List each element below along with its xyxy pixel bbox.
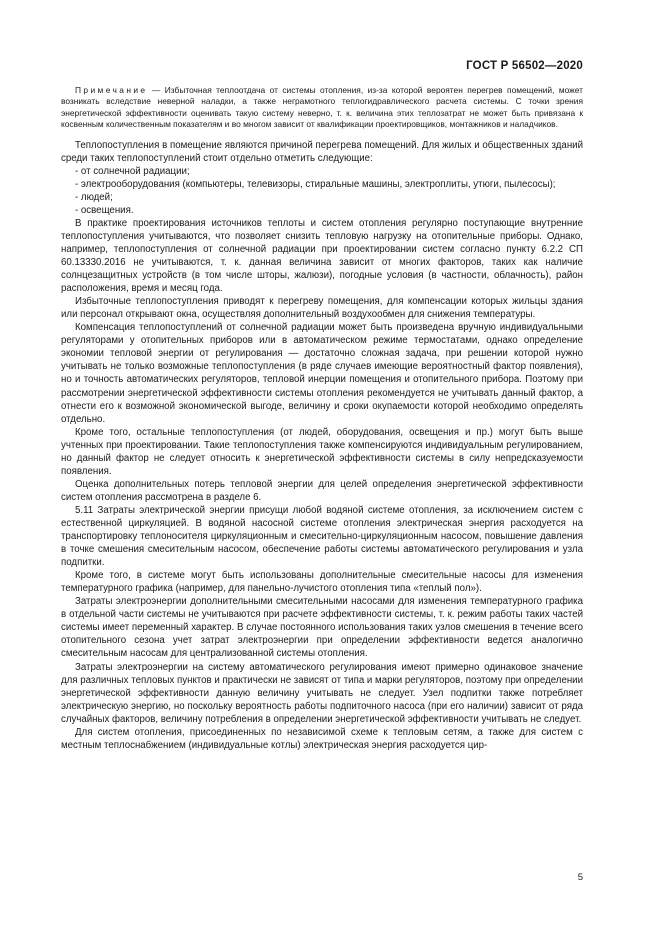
paragraph: Избыточные теплопоступления приводят к перегреву помещения, для компенсации которых жильцы здания или персонал открывают окна, осуществляя дополнительный воздухообмен для снижения температуры. xyxy=(61,296,583,321)
list-item: - людей; xyxy=(75,191,113,203)
body-text xyxy=(61,139,583,752)
note-paragraph xyxy=(61,85,583,131)
paragraph: Теплопоступления в помещение являются причиной перегрева помещений. Для жилых и общественных зданий среди таких теплопоступлений стоит отдельно отметить следующие: xyxy=(61,139,583,164)
list-item: - освещения. xyxy=(75,204,134,216)
page-number: 5 xyxy=(577,872,583,883)
paragraph: Компенсация теплопоступлений от солнечной радиации может быть произведена вручную индивидуальными регуляторами у отопительных приборов или в автоматическом режиме термостатами, однако определение экономии тепловой энергии от регулирования — достаточно сложная задача, при решении которой нужно учитывать не только возможные теплопоступления (в ряде случаев имеющие вероятностный фактор появления), но и точность автоматических регуляторов, тепловой инерции помещения и отопительного прибора. Поэтому при рассмотрении энергетической эффективности системы отопления рекомендуется не учитывать данный фактор, а отнести его к возможной экономической выгоде, величину и сроки окупаемости которой необходимо определять отдельно. xyxy=(61,322,583,425)
note-block xyxy=(61,85,583,131)
page-content xyxy=(61,85,583,752)
paragraph: Затраты электроэнергии дополнительными смесительными насосами для изменения температурного графика в отдельной части системы не учитываются при расчете эффективности системы, т. к. режим работы таких частей системы имеет переменный характер. В случае постоянного использования таких узлов смешения в течение всего отопительного сезона учет затрат электроэнергии при определении эффективности ведется аналогично смесительным насосам для централизованной системы отопления. xyxy=(61,596,583,660)
document-id: ГОСТ Р 56502—2020 xyxy=(466,60,583,72)
list-item: - от солнечной радиации; xyxy=(75,165,190,177)
paragraph: Кроме того, остальные теплопоступления (от людей, оборудования, освещения и пр.) могут быть выше учтенных при проектировании. Такие теплопоступления также компенсируются индивидуальным регулированием, но данный фактор не следует относить к энергетической эффективности системы в силу непредсказуемости появления. xyxy=(61,426,583,477)
note-label: Примечание xyxy=(75,85,148,95)
paragraph: 5.11 Затраты электрической энергии присущи любой водяной системе отопления, за исключением систем с естественной циркуляцией. В водяной насосной системе отопления электрическая энергия расходуется на транспортировку теплоносителя циркуляционным и смесительно-циркуляционным насосом, повышение давления в точке смешения смесительным насосом, обеспечение работы системы автоматического регулирования и узла подпитки. xyxy=(61,504,583,569)
paragraph: Оценка дополнительных потерь тепловой энергии для целей определения энергетической эффективности систем отопления рассмотрена в разделе 6. xyxy=(61,478,583,503)
paragraph: Для систем отопления, присоединенных по независимой схеме к тепловым сетям, а также для систем с местным теплоснабжением (индивидуальные котлы) электрическая энергия расходуется цир- xyxy=(61,726,583,751)
list-item: - электрооборудования (компьютеры, телевизоры, стиральные машины, электроплиты, утюги, пылесосы); xyxy=(75,178,556,190)
paragraph: Затраты электроэнергии на систему автоматического регулирования имеют примерно одинаковое значение для различных тепловых пунктов и практически не зависят от типа и марки регуляторов, поэтому при определении энергетической эффективности данную величину учитывать не следует. Узел подпитки также потребляет электрическую энергию, но поскольку вероятность работы подпиточного насоса (при его наличии) зависит от ряда случайных факторов, величину потребления в определении энергетической эффективности учитывать не следует. xyxy=(61,661,583,725)
note-text: — Избыточная теплоотдача от системы отопления, из-за которой вероятен перегрев помещений, может возникать вследствие неверной наладки, а также неграмотного теплогидравлического расчета системы. С точки зрения энергетической эффективности оценивать такую систему неверно, т. к. величина этих теплозатрат не может быть привязана к косвенным количественным показателям и во многом зависит от квалификации проектировщиков, монтажников и наладчиков. xyxy=(61,85,583,130)
paragraph: В практике проектирования источников теплоты и систем отопления регулярно поступающие внутренние теплопоступления учитываются, что позволяет снизить тепловую нагрузку на отопительные приборы. Однако, например, теплопоступления от солнечной радиации при проектировании систем согласно пункту 6.2.2 СП 60.13330.2016 не учитываются, т. к. данная величина зависит от многих факторов, таких как наличие солнцезащитных устройств (в том числе шторы, жалюзи), погодные условия (в частности, облачность), район расположения, время и месяц года. xyxy=(61,217,583,295)
paragraph: Кроме того, в системе могут быть использованы дополнительные смесительные насосы для изменения температурного графика (например, для панельно-лучистого отопления типа «теплый пол»). xyxy=(61,570,583,595)
